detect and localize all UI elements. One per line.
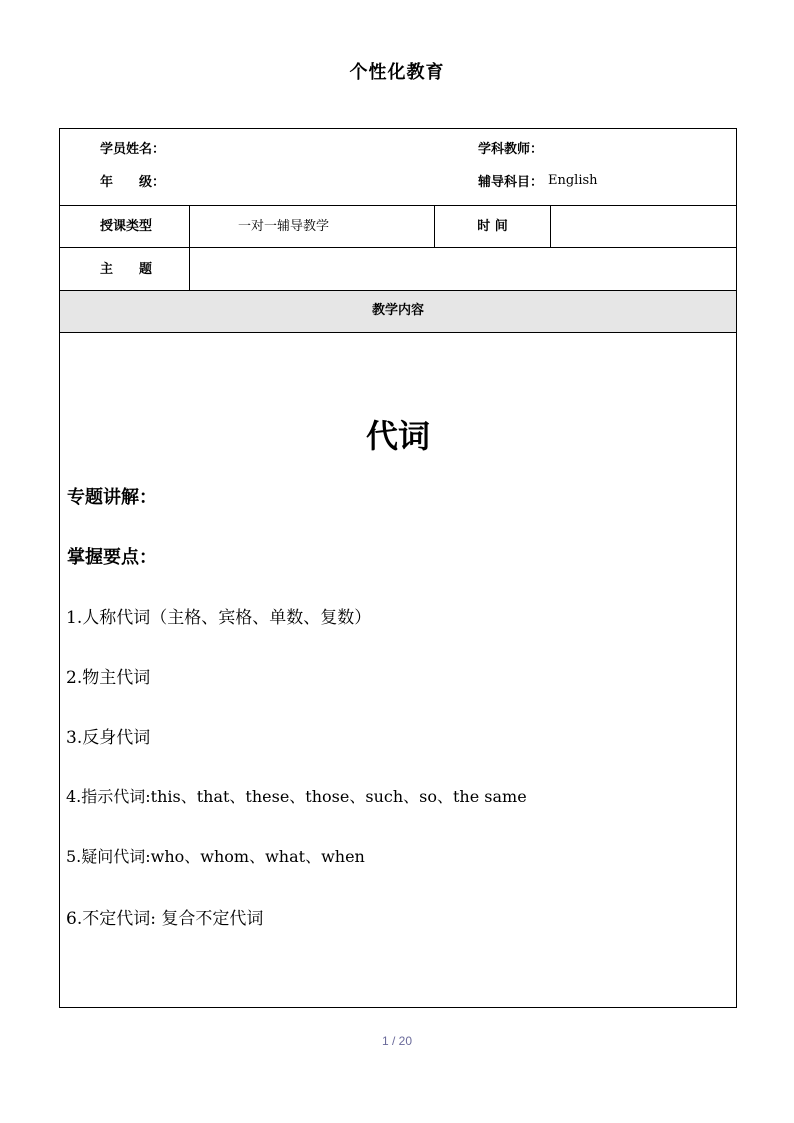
point-item: 2.物主代词 [66, 668, 151, 688]
student-name-label: 学员姓名： [100, 142, 166, 157]
section-explain-heading: 专题讲解： [67, 487, 157, 508]
content-header-cell [60, 291, 737, 333]
lesson-type-label: 授课类型 [100, 219, 153, 234]
content-body-cell [60, 333, 737, 1008]
point-item: 6.不定代词: 复合不定代词 [66, 909, 264, 929]
grade-label: 年 级： [100, 175, 166, 190]
lesson-title: 代词 [365, 417, 430, 455]
section-points-heading: 掌握要点： [67, 547, 157, 568]
page-number: 1 / 20 [381, 1034, 413, 1048]
teacher-label: 学科教师： [478, 142, 544, 157]
lesson-type-label-cell [60, 206, 190, 248]
point-item: 1.人称代词（主格、宾格、单数、复数） [66, 608, 372, 628]
time-value-cell [551, 206, 737, 248]
topic-label-cell [60, 248, 190, 291]
lesson-type-value: 一对一辅导教学 [238, 219, 330, 234]
content-header-label: 教学内容 [371, 303, 424, 318]
point-item: 5.疑问代词:who、whom、what、when [66, 847, 365, 866]
student-info-cell [60, 129, 737, 206]
subject-value: English [548, 173, 598, 188]
lesson-type-value-cell [190, 206, 435, 248]
time-label: 时 间 [477, 219, 508, 234]
point-item: 4.指示代词:this、that、these、those、such、so、the same [66, 787, 527, 806]
time-value [551, 206, 736, 215]
subject-label: 辅导科目： [478, 175, 544, 190]
time-label-cell [435, 206, 551, 248]
page-title: 个性化教育 [349, 62, 445, 83]
lesson-form-table [59, 128, 737, 1008]
topic-label: 主 题 [100, 262, 153, 277]
point-item: 3.反身代词 [66, 728, 151, 748]
topic-value [190, 248, 736, 257]
topic-value-cell [190, 248, 737, 291]
